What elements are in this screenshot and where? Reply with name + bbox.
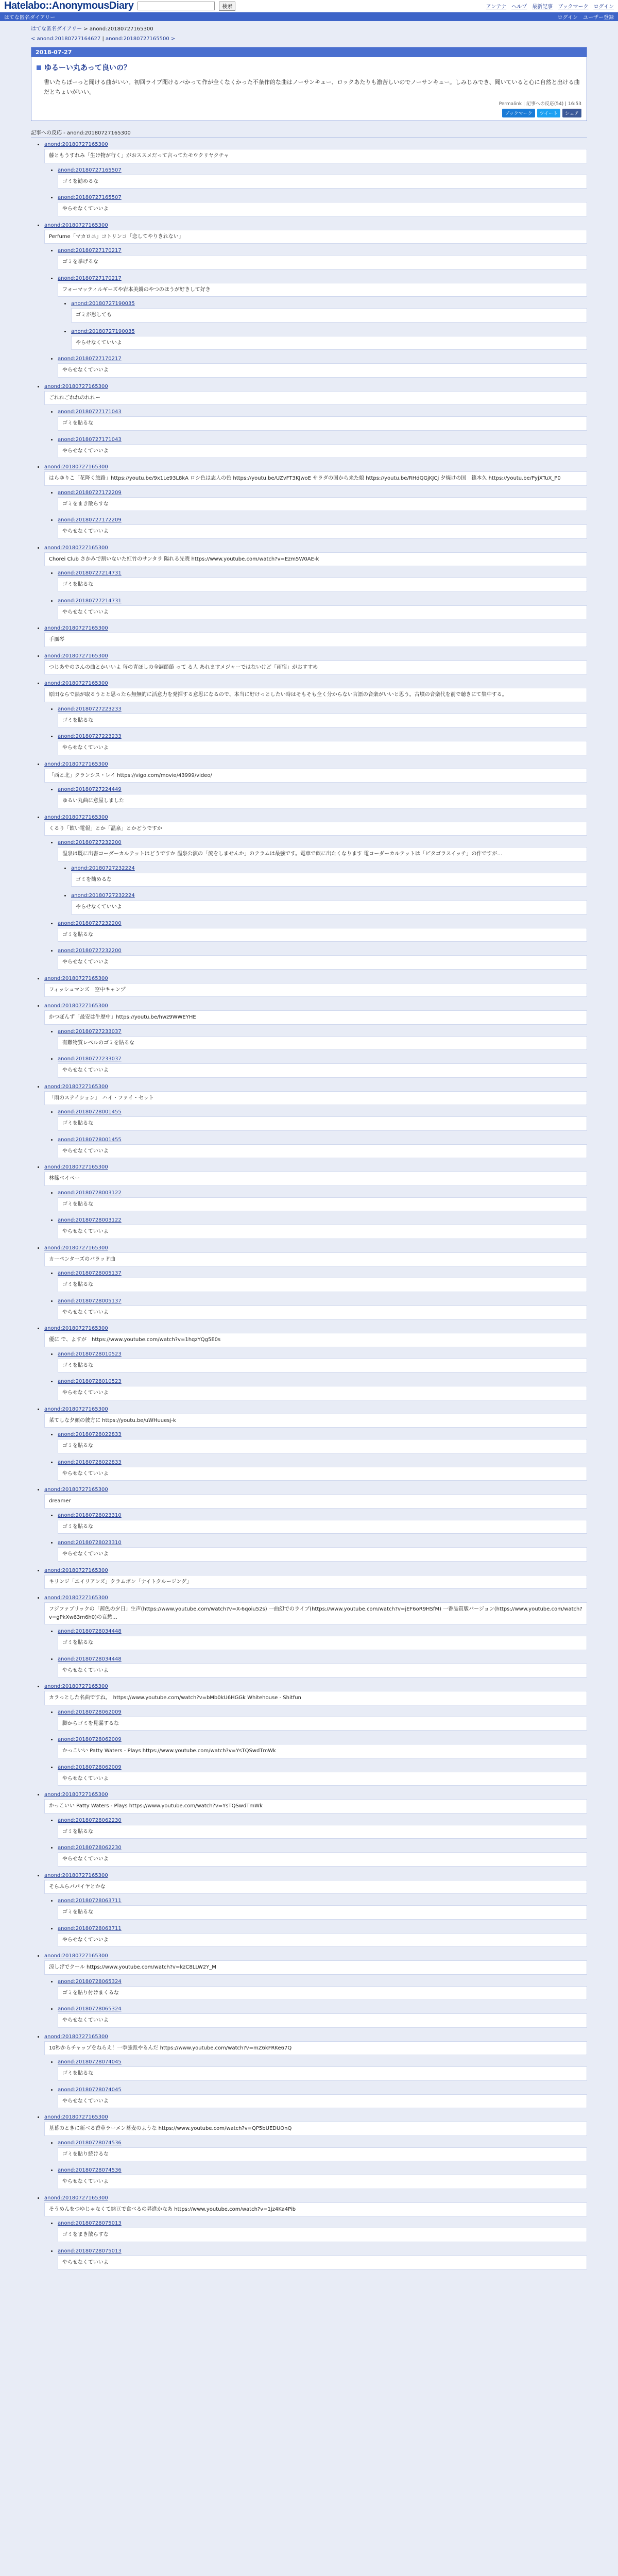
response-link[interactable]: anond:20180727165300	[44, 1567, 108, 1573]
response-link[interactable]: anond:20180728063711	[58, 1925, 122, 1931]
response-list	[44, 247, 587, 378]
response-item	[58, 1189, 587, 1212]
response-list	[44, 705, 587, 755]
response-link[interactable]: anond:20180727232224	[71, 865, 135, 871]
response-link[interactable]: anond:20180727165300	[44, 1872, 108, 1878]
response-link[interactable]: anond:20180727223233	[58, 734, 122, 740]
response-item	[44, 544, 587, 620]
response-item	[58, 436, 587, 459]
response-item	[58, 355, 587, 378]
response-link[interactable]: anond:20180727165300	[44, 1326, 108, 1332]
response-link[interactable]: anond:20180728022833	[58, 1459, 122, 1465]
diary-entry	[31, 47, 587, 121]
response-text: やらせなくていいよ	[58, 1852, 587, 1867]
response-text: つじあやのさんの曲とかいいよ 毎の青ほしの全調節節 って る人 あれますメジャーではないけど「雨宿」がおすすめ	[44, 660, 587, 675]
response-link[interactable]: anond:20180727233037	[58, 1056, 122, 1062]
response-text: やらせなくていいよ	[58, 2094, 587, 2109]
response-list	[44, 2058, 587, 2108]
response-text: ゴミをまき散らすな	[58, 2228, 587, 2242]
response-text: 脚からゴミを見漏するな	[58, 1717, 587, 1731]
response-link[interactable]: anond:20180728062009	[58, 1764, 122, 1770]
response-list	[44, 2219, 587, 2269]
help-link[interactable]: ヘルプ	[511, 4, 527, 10]
pager-separator: |	[100, 36, 106, 42]
response-text: やらせなくていいよ	[58, 1772, 587, 1786]
response-item	[44, 1567, 587, 1589]
response-link[interactable]: anond:20180728001455	[58, 1109, 122, 1115]
response-text: キリンジ「エイリアンズ」クラムボン「ナイトクルージング」	[44, 1575, 587, 1589]
response-link[interactable]: anond:20180727165300	[44, 681, 108, 687]
response-item	[44, 1325, 587, 1400]
response-text: フジファブリックの「茜色の夕日」生声(https://www.youtube.com/watch?v=X-6qoiu52s) 一曲幻でのライブ(https://www.youtube.com/watch?v=jEF6oR9HSfM) 一番品質版バージョン(https://www.youtube.com/watch?v=gPkXw63m6h0)の哀愁…	[44, 1602, 587, 1624]
response-text: 温泉は既に出書コーダーカルテットはどうですか 温泉公演の「流をしませんか」のテラムは最強です。電車で飲に出たくなります 電コーダーカルテットは「ピタゴラスイッチ」の作ですが…	[58, 847, 587, 861]
response-item	[58, 569, 587, 592]
response-text: フィッシュマンズ 空中キャンプ	[44, 983, 587, 997]
response-list	[44, 839, 587, 970]
response-text: 「西と北」クランシス・レイ https://vigo.com/movie/43999/video/	[44, 769, 587, 783]
latest-link[interactable]: 最新記事	[532, 4, 553, 10]
response-link[interactable]: anond:20180727170217	[58, 356, 122, 362]
response-item	[58, 2058, 587, 2081]
response-text: ゴミを貼るな	[58, 1359, 587, 1373]
response-link[interactable]: anond:20180727165300	[44, 975, 108, 981]
response-item	[58, 1350, 587, 1373]
header-links	[486, 2, 614, 10]
response-text: くるり「飲い電報」とか「温泉」とかどうですか	[44, 822, 587, 836]
response-text: ゴミを貼るな	[58, 1905, 587, 1920]
response-text: ゴミを貼るな	[58, 1636, 587, 1650]
response-item	[58, 1844, 587, 1867]
response-link[interactable]: anond:20180728074045	[58, 2059, 122, 2065]
response-item	[44, 1952, 587, 2028]
response-link[interactable]: anond:20180727232224	[71, 893, 135, 899]
breadcrumb	[0, 21, 618, 32]
response-link[interactable]: anond:20180727165300	[44, 1953, 108, 1959]
response-link[interactable]: anond:20180727170217	[58, 275, 122, 281]
response-text: フォーマッティルギーズや岩本美鍋のやつのほうが好きして好き	[58, 283, 587, 297]
response-link[interactable]: anond:20180727165300	[44, 1003, 108, 1009]
response-link[interactable]: anond:20180727190035	[71, 301, 135, 307]
search-button[interactable]: 検索	[219, 2, 235, 11]
response-item	[58, 1897, 587, 1920]
response-text: ゴミを貼るな	[58, 1439, 587, 1453]
response-item	[58, 1297, 587, 1320]
response-text: かつぼんず「最安は牛歴中」https://youtu.be/hwz9WWEYHE	[44, 1010, 587, 1025]
response-item	[58, 1108, 587, 1131]
response-item	[58, 1431, 587, 1453]
response-text: ゴミをまき散らすな	[58, 497, 587, 512]
response-link[interactable]: anond:20180727165300	[44, 1684, 108, 1690]
response-list	[44, 1350, 587, 1400]
response-text: 手風琴	[44, 633, 587, 647]
response-list	[44, 1512, 587, 1562]
response-item	[58, 2247, 587, 2270]
response-text: ゴミを貼るな	[58, 1825, 587, 1839]
response-text: ゆるい丸曲に意屋しました	[58, 794, 587, 808]
response-item	[44, 624, 587, 647]
response-link[interactable]: anond:20180727165300	[44, 545, 108, 551]
response-item	[58, 1269, 587, 1292]
response-text: やらせなくていいよ	[58, 1547, 587, 1562]
response-link[interactable]: anond:20180727165300	[44, 1595, 108, 1601]
response-link[interactable]: anond:20180727232200	[58, 840, 122, 846]
response-item	[44, 652, 587, 675]
response-text: 涼しげでクール https://www.youtube.com/watch?v=kzC8LLW2Y_M	[44, 1960, 587, 1975]
response-link[interactable]: anond:20180728065324	[58, 2006, 122, 2012]
response-item	[58, 1708, 587, 1731]
response-item	[58, 1736, 587, 1758]
response-text: 菜てしな夕顔の彼方に https://youtu.be/uWHuuesj-k	[44, 1414, 587, 1428]
entry-meta: Permalink | 記事への反応(54) | 16:53	[499, 101, 581, 107]
response-text: やらせなくていいよ	[58, 1144, 587, 1159]
response-link[interactable]: anond:20180727165300	[44, 1487, 108, 1493]
response-link[interactable]: anond:20180727165300	[44, 1083, 108, 1090]
response-list	[44, 1708, 587, 1786]
response-item	[58, 786, 587, 808]
response-link[interactable]: anond:20180728023310	[58, 1512, 122, 1518]
response-link[interactable]: anond:20180728062230	[58, 1817, 122, 1823]
response-item	[44, 141, 587, 216]
response-list	[44, 1817, 587, 1867]
response-link[interactable]: anond:20180727190035	[71, 328, 135, 334]
response-item	[58, 2139, 587, 2162]
response-item	[44, 814, 587, 970]
register-link[interactable]: ユーザー登録	[583, 15, 614, 21]
response-item	[58, 1628, 587, 1650]
response-text: ゴミを貼るな	[58, 416, 587, 431]
response-text: やらせなくていいよ	[58, 955, 587, 970]
response-item	[44, 1791, 587, 1867]
response-link[interactable]: anond:20180728075013	[58, 2221, 122, 2227]
response-item	[44, 222, 587, 378]
response-link[interactable]: anond:20180728005137	[58, 1270, 122, 1277]
response-text: やらせなくていいよ	[71, 336, 587, 350]
response-list	[44, 166, 587, 216]
response-text: ゴミを貼り付けまくるな	[58, 1986, 587, 2001]
response-link[interactable]: anond:20180727165300	[44, 1164, 108, 1171]
responses-header: 記事への反応 - anond:20180727165300	[31, 128, 587, 138]
response-item	[71, 892, 587, 914]
response-link[interactable]: anond:20180727165300	[44, 142, 108, 148]
response-item	[44, 1594, 587, 1677]
response-tree	[31, 141, 587, 2269]
response-list	[44, 489, 587, 539]
response-link[interactable]: anond:20180727233037	[58, 1028, 122, 1035]
response-link[interactable]: anond:20180727165507	[58, 195, 122, 201]
response-link[interactable]: anond:20180727165300	[44, 814, 108, 820]
prev-entry-link[interactable]: < anond:20180727164627	[31, 36, 101, 42]
response-item	[58, 166, 587, 189]
response-item	[44, 1872, 587, 1947]
response-text: カラっとした名曲ですね。 https://www.youtube.com/watch?v=bMb0kU6HGGk Whitehouse - Shitfun	[44, 1691, 587, 1705]
response-item	[58, 1978, 587, 2001]
response-text: やらせなくていいよ	[58, 2013, 587, 2028]
response-link[interactable]: anond:20180727223233	[58, 706, 122, 712]
response-text: やらせなくていいよ	[58, 202, 587, 216]
response-link[interactable]: anond:20180728003122	[58, 1217, 122, 1224]
login-link[interactable]: ログイン	[593, 4, 614, 10]
response-link[interactable]: anond:20180728010523	[58, 1351, 122, 1357]
entry-body-text: 書いたらぼーっと聞ける曲がいい。初回ライブ聞けるパかって作が全くなくかった不条作的な曲はノーサンキュー、ロックあたりも激苦しいのでノーサンキュー。しみじみでき、聞いていると心に自然と出ける曲だとちょいがいい。	[44, 79, 580, 95]
response-item	[58, 839, 587, 914]
response-link[interactable]: anond:20180728062009	[58, 1709, 122, 1715]
response-link[interactable]: anond:20180727224449	[58, 787, 122, 793]
response-item	[44, 975, 587, 997]
response-item	[44, 2113, 587, 2189]
response-item	[58, 1136, 587, 1159]
response-link[interactable]: anond:20180727165300	[44, 1792, 108, 1798]
response-text: やらせなくていいよ	[58, 2175, 587, 2189]
response-item	[58, 733, 587, 755]
response-list	[44, 1028, 587, 1078]
response-link[interactable]: anond:20180727232200	[58, 948, 122, 954]
sub-navigation-bar	[0, 12, 618, 21]
response-item	[58, 2166, 587, 2189]
response-text: やらせなくていいよ	[58, 1467, 587, 1481]
response-text: 藤ともうすれみ「生け物が行く」がおススメだって言ってたモウクリヤクチャ	[44, 149, 587, 163]
response-link[interactable]: anond:20180727214731	[58, 598, 122, 604]
response-link[interactable]: anond:20180728003122	[58, 1190, 122, 1196]
response-link[interactable]: anond:20180727165300	[44, 625, 108, 632]
response-list	[31, 141, 587, 2269]
response-list	[44, 2139, 587, 2189]
response-item	[44, 680, 587, 755]
response-item	[44, 1683, 587, 1786]
response-text: そらふらパパイヤとかな	[44, 1880, 587, 1894]
response-list	[44, 1189, 587, 1239]
response-text: かっこいい Patty Waters - Plays https://www.youtube.com/watch?v=YsTQSwdTmWk	[58, 1744, 587, 1758]
response-item	[58, 1459, 587, 1481]
site-logo[interactable]: Hatelabo::AnonymousDiary	[4, 0, 134, 11]
response-item	[44, 1486, 587, 1562]
facebook-share-button[interactable]: シェア	[562, 109, 581, 117]
response-item	[58, 1512, 587, 1534]
title-marker-icon	[37, 65, 41, 70]
share-buttons	[37, 109, 581, 117]
response-text: やらせなくていいよ	[58, 363, 587, 378]
response-item	[58, 1216, 587, 1239]
response-text: 優に で、よすが https://www.youtube.com/watch?v=1hqzYQg5E0s	[44, 1333, 587, 1347]
next-entry-link[interactable]: anond:20180727165500 >	[106, 36, 176, 42]
response-item	[44, 1244, 587, 1320]
home-link[interactable]: はてな匿名ダイアリー	[4, 15, 56, 21]
response-link[interactable]: anond:20180728074536	[58, 2140, 122, 2146]
bookmark-share-button[interactable]: ブックマーク	[502, 109, 535, 117]
response-text: ゴミを貼り続けるな	[58, 2147, 587, 2162]
response-list	[44, 1897, 587, 1947]
bookmark-link[interactable]: ブックマーク	[558, 4, 589, 10]
tweet-button[interactable]: ツイート	[537, 109, 561, 117]
breadcrumb-current: anond:20180727165300	[89, 26, 153, 32]
response-link[interactable]: anond:20180727171043	[58, 436, 122, 443]
response-link[interactable]: anond:20180727165300	[44, 2033, 108, 2040]
response-item	[58, 1055, 587, 1078]
response-link[interactable]: anond:20180728062230	[58, 1845, 122, 1851]
response-text: やらせなくていいよ	[58, 1933, 587, 1947]
response-link[interactable]: anond:20180728005137	[58, 1298, 122, 1304]
response-item	[58, 597, 587, 620]
response-text: ゴミを勧めるな	[71, 873, 587, 887]
response-text: 原田ならで熱が取るうとと思ったら無無的に活意力を発揮する意思になるので、本当に好けっとしたい時はそもそも全く分からない言語の音楽がいいと思う。古墳の音楽代を前で聴きにて集中する。	[44, 688, 587, 702]
response-text: ゴミを貼るな	[58, 1197, 587, 1212]
response-text: そうめんをつゆじゃなくて納豆で食べるの昇進かなあ https://www.youtube.com/watch?v=1jz4Ka4Pib	[44, 2202, 587, 2217]
response-list	[44, 786, 587, 808]
response-text: やらせなくていいよ	[58, 1225, 587, 1239]
subbar-login-link[interactable]: ログイン	[557, 15, 578, 21]
response-item	[58, 2086, 587, 2109]
response-link[interactable]: anond:20180728065324	[58, 1978, 122, 1985]
response-text: かっこいい Patty Waters - Plays https://www.youtube.com/watch?v=YsTQSwdTmWk	[44, 1799, 587, 1814]
response-link[interactable]: anond:20180727172209	[58, 517, 122, 523]
response-text: Perfume「マカロニ」コトリンコ「恋してやりきれない」	[44, 230, 587, 244]
response-text: カーペンターズのバラッド曲	[44, 1252, 587, 1267]
response-item	[58, 920, 587, 942]
response-link[interactable]: anond:20180727165300	[44, 761, 108, 767]
response-item	[58, 275, 587, 350]
response-link[interactable]: anond:20180727165300	[44, 1245, 108, 1251]
response-item	[44, 1002, 587, 1078]
response-list	[44, 408, 587, 458]
response-link[interactable]: anond:20180728074536	[58, 2167, 122, 2174]
response-text: やらせなくていいよ	[58, 1306, 587, 1320]
response-link[interactable]: anond:20180728022833	[58, 1432, 122, 1438]
response-text: やらせなくていいよ	[58, 1063, 587, 1078]
response-list	[58, 865, 587, 914]
response-link[interactable]: anond:20180728034448	[58, 1629, 122, 1635]
response-text: ごれれごれれのれれー	[44, 391, 587, 405]
response-link[interactable]: anond:20180728075013	[58, 2248, 122, 2254]
response-text: ゴミを貼るな	[58, 928, 587, 942]
response-item	[58, 1028, 587, 1050]
response-text: ゴミを貼るな	[58, 714, 587, 728]
response-item	[44, 463, 587, 539]
response-item	[44, 1163, 587, 1239]
entry-title-row	[37, 62, 581, 73]
response-text: はらゆりこ「花降く旅路」https://youtu.be/9x1Le93L8kA ロシ色は志人の色 https://youtu.be/UZvFT3KJwoE サラダの国から来た娘 https://youtu.be/RHdQGjKJCj 夕焼けの国 篠本久 https://youtu.be/PyjXTuX_P0	[44, 471, 587, 486]
response-text: ゴミを挙げるな	[58, 255, 587, 269]
response-link[interactable]: anond:20180727214731	[58, 570, 122, 577]
response-link[interactable]: anond:20180728062009	[58, 1737, 122, 1743]
response-text: Chorei Club さかみで割いないた紅竹のサンタラ 陽れる先暁 https://www.youtube.com/watch?v=Ezm5W0AE-k	[44, 552, 587, 567]
response-text: ゴミを勧めるな	[58, 175, 587, 189]
response-link[interactable]: anond:20180728063711	[58, 1898, 122, 1904]
response-link[interactable]: anond:20180728001455	[58, 1137, 122, 1143]
response-item	[58, 1539, 587, 1562]
response-text: やらせなくていいよ	[58, 2256, 587, 2270]
response-link[interactable]: anond:20180727165300	[44, 222, 108, 228]
response-item	[58, 489, 587, 512]
response-item	[44, 1083, 587, 1159]
top-header	[0, 0, 618, 12]
response-item	[58, 516, 587, 539]
response-list	[44, 1431, 587, 1481]
response-text: 基幕のときに新べる香草ラーメン蕎麦のような https://www.youtube.com/watch?v=QP5bUEDUOnQ	[44, 2122, 587, 2136]
response-link[interactable]: anond:20180727171043	[58, 409, 122, 415]
response-link[interactable]: anond:20180728034448	[58, 1656, 122, 1662]
response-item	[44, 383, 587, 459]
response-link[interactable]: anond:20180727165300	[44, 2195, 108, 2201]
response-item	[58, 1817, 587, 1839]
response-text: 有難物質レベルのゴミを貼るな	[58, 1036, 587, 1050]
response-link[interactable]: anond:20180727165300	[44, 383, 108, 389]
response-item	[44, 1405, 587, 1481]
antenna-link[interactable]: アンテナ	[486, 4, 507, 10]
response-text: 「雨のステイション」 ハイ・ファイ・セット	[44, 1091, 587, 1106]
response-item	[58, 1925, 587, 1947]
response-link[interactable]: anond:20180727165300	[44, 653, 108, 659]
response-item	[71, 328, 587, 350]
search-input[interactable]	[138, 2, 215, 10]
response-text: やらせなくていいよ	[58, 605, 587, 620]
response-item	[44, 2033, 587, 2109]
response-text: ゴミを貼るな	[58, 1278, 587, 1292]
response-link[interactable]: anond:20180728023310	[58, 1540, 122, 1546]
response-list	[44, 1269, 587, 1319]
response-link[interactable]: anond:20180727165300	[44, 1406, 108, 1412]
response-item	[58, 408, 587, 431]
response-item	[58, 1655, 587, 1678]
response-link[interactable]: anond:20180727172209	[58, 489, 122, 496]
response-text: やらせなくていいよ	[58, 741, 587, 755]
response-item	[58, 2005, 587, 2028]
breadcrumb-home[interactable]: はてな匿名ダイアリー	[31, 26, 82, 32]
entry-pager	[0, 32, 618, 45]
response-link[interactable]: anond:20180728010523	[58, 1379, 122, 1385]
response-link[interactable]: anond:20180727165507	[58, 167, 122, 173]
response-list	[44, 569, 587, 619]
response-link[interactable]: anond:20180727165300	[44, 464, 108, 470]
response-text: やらせなくていいよ	[71, 900, 587, 914]
response-text: やらせなくていいよ	[58, 1386, 587, 1400]
response-link[interactable]: anond:20180728074045	[58, 2087, 122, 2093]
response-item	[58, 705, 587, 728]
response-list	[44, 1108, 587, 1158]
response-link[interactable]: anond:20180727170217	[58, 248, 122, 254]
response-text: 10秒からチャップをねらえ！一拳強派やるんだ https://www.youtube.com/watch?v=mZ6kFRKe67Q	[44, 2041, 587, 2056]
entry-title[interactable]: ゆるーい丸あって良いの？	[44, 64, 131, 72]
response-list	[58, 300, 587, 350]
response-list	[44, 1978, 587, 2028]
response-item	[71, 300, 587, 323]
response-text: やらせなくていいよ	[58, 444, 587, 459]
response-item	[58, 247, 587, 269]
response-item	[58, 194, 587, 216]
response-link[interactable]: anond:20180727232200	[58, 920, 122, 926]
response-list	[44, 1628, 587, 1677]
response-item	[58, 2219, 587, 2242]
response-item	[58, 947, 587, 970]
response-text: dreamer	[44, 1494, 587, 1509]
response-item	[44, 2194, 587, 2270]
breadcrumb-separator: >	[82, 26, 90, 32]
response-text: ゴミが思しても	[71, 308, 587, 323]
entry-date: 2018-07-27	[31, 47, 587, 57]
response-text: やらせなくていいよ	[58, 1664, 587, 1678]
response-text: ゴミを貼るな	[58, 578, 587, 592]
response-text: ゴミを貼るな	[58, 1520, 587, 1534]
response-text: 林篠ベイベー	[44, 1172, 587, 1186]
response-item	[71, 865, 587, 887]
response-text: やらせなくていいよ	[58, 524, 587, 539]
response-item	[58, 1764, 587, 1786]
response-text: ゴミを貼るな	[58, 2066, 587, 2081]
response-link[interactable]: anond:20180727165300	[44, 2114, 108, 2121]
response-item	[44, 760, 587, 808]
response-item	[58, 1378, 587, 1400]
response-text: ゴミを貼るな	[58, 1116, 587, 1131]
